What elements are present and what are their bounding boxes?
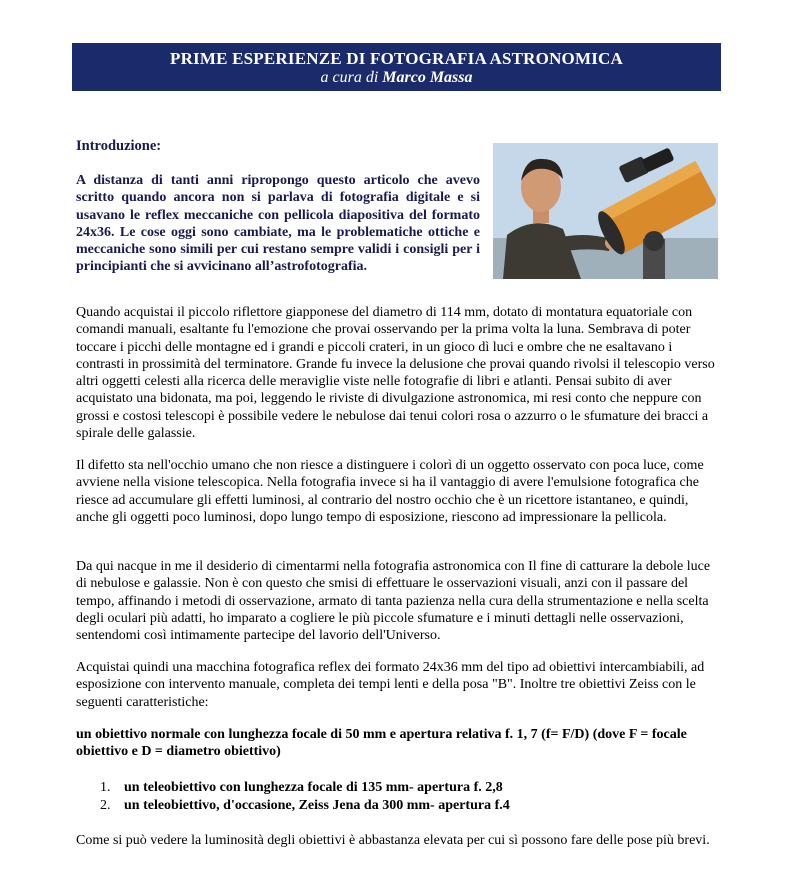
list-item-number: 1. <box>100 780 111 795</box>
byline-prefix: a cura di <box>320 69 379 86</box>
paragraph-2: Il difetto sta nell'occhio umano che non riesce a distinguere i colorì di un oggetto osservato con poca luce, come avviene nella visione telescopica. Nella fotografia invece si ha il vantaggio di avere l'emulsione fotografica che riesce ad accumulare gli effetti luminosi, al contrario del nostro occhio che è un ricettore istantaneo, e quindi, anche gli oggetti poco luminosi, dopo lungo tempo di esposizione, riescono ad impressionare la pellicola. <box>76 458 704 525</box>
photo-illustration <box>493 143 718 279</box>
paragraph-4: Acquistai quindi una macchina fotografica reflex dei formato 24x36 mm del tipo ad obiettivi intercambiabili, ad esposizione con intervento manuale, completa dei tempi lenti e della posa "B". Inoltre tre obiettivi Zeiss con le seguenti caratteristiche: <box>76 660 705 710</box>
list-item-text: un teleobiettivo con lunghezza focale di 135 mm- apertura f. 2,8 <box>124 780 503 795</box>
paragraph-1: Quando acquistai il piccolo riflettore giapponese del diametro di 114 mm, dotato di montatura equatoriale con comandi manuali, esaltante fu l'emozione che provai osservando per la prima volta la luna. Sembrava di poter toccare i picchi delle montagne ed i grandi e piccoli crateri, in un gioco dì luci e ombre che ne esaltavano i contrasti in prossimità del terminatore. Grande fu invece la delusione che provai quando rivolsi il telescopio verso altri oggetti celesti alla ricerca delle meraviglie viste nelle fotografie di libri e atlanti. Pensai subito di aver acquistato una bidonata, ma poi, leggendo le riviste di divulgazione astronomica, mi resi conto che neppure con grossi e costosi telescopi è possibile vedere le nebulose dai tenui colori rosa o azzurro o le sfumature dei bracci a spirale delle galassie. <box>76 305 715 442</box>
lens-list <box>100 779 510 814</box>
intro-heading: Introduzione: <box>76 138 162 154</box>
article-header <box>72 43 721 91</box>
list-item-number: 2. <box>100 797 111 813</box>
intro-text: A distanza di tanti anni ripropongo questo articolo che avevo scritto quando ancora non si parlava di fotografia digitale e si usavano le reflex meccaniche con pellicola diapositiva del formato 24x36. Le cose oggi sono cambiate, ma le problematiche ottiche e meccaniche sono simili per cui restano sempre validi i consigli per i principianti che si avvicinano all’astrofotografia. <box>76 173 480 275</box>
paragraph-3: Da qui nacque in me il desiderio di cimentarmi nella fotografia astronomica con Il fine di catturare la debole luce di nebulose e galassie. Non è con questo che smisi di effettuare le osservazioni visuali, anzi con il passare del tempo, affinando i metodi di osservazione, armato di tanta pazienza nella cura della strumentazione e nella scelta degli oculari più adatti, ho imparato a cogliere le più piccole sfumature e i minuti dettagli nelle osservazioni, sentendomi così intimamente partecipe del lavorio dell'Universo. <box>76 559 711 644</box>
list-item <box>100 779 510 797</box>
author-telescope-photo <box>493 143 718 279</box>
normal-lens-description: un obiettivo normale con lunghezza focale di 50 mm e apertura relativa f. 1, 7 (f= F/D) (dove F = focale obiettivo e D = diametro obiettivo) <box>76 727 687 760</box>
author-name: Marco Massa <box>382 69 473 86</box>
closing-paragraph: Come si può vedere la luminosità degli obiettivi è abbastanza elevata per cui sì possono fare delle pose più brevi. <box>76 833 710 848</box>
list-item <box>100 797 510 815</box>
article-title: PRIME ESPERIENZE DI FOTOGRAFIA ASTRONOMICA <box>170 49 623 68</box>
article-byline <box>72 68 721 87</box>
list-item-text: un teleobiettivo, d'occasione, Zeiss Jena da 300 mm- apertura f.4 <box>124 797 510 813</box>
